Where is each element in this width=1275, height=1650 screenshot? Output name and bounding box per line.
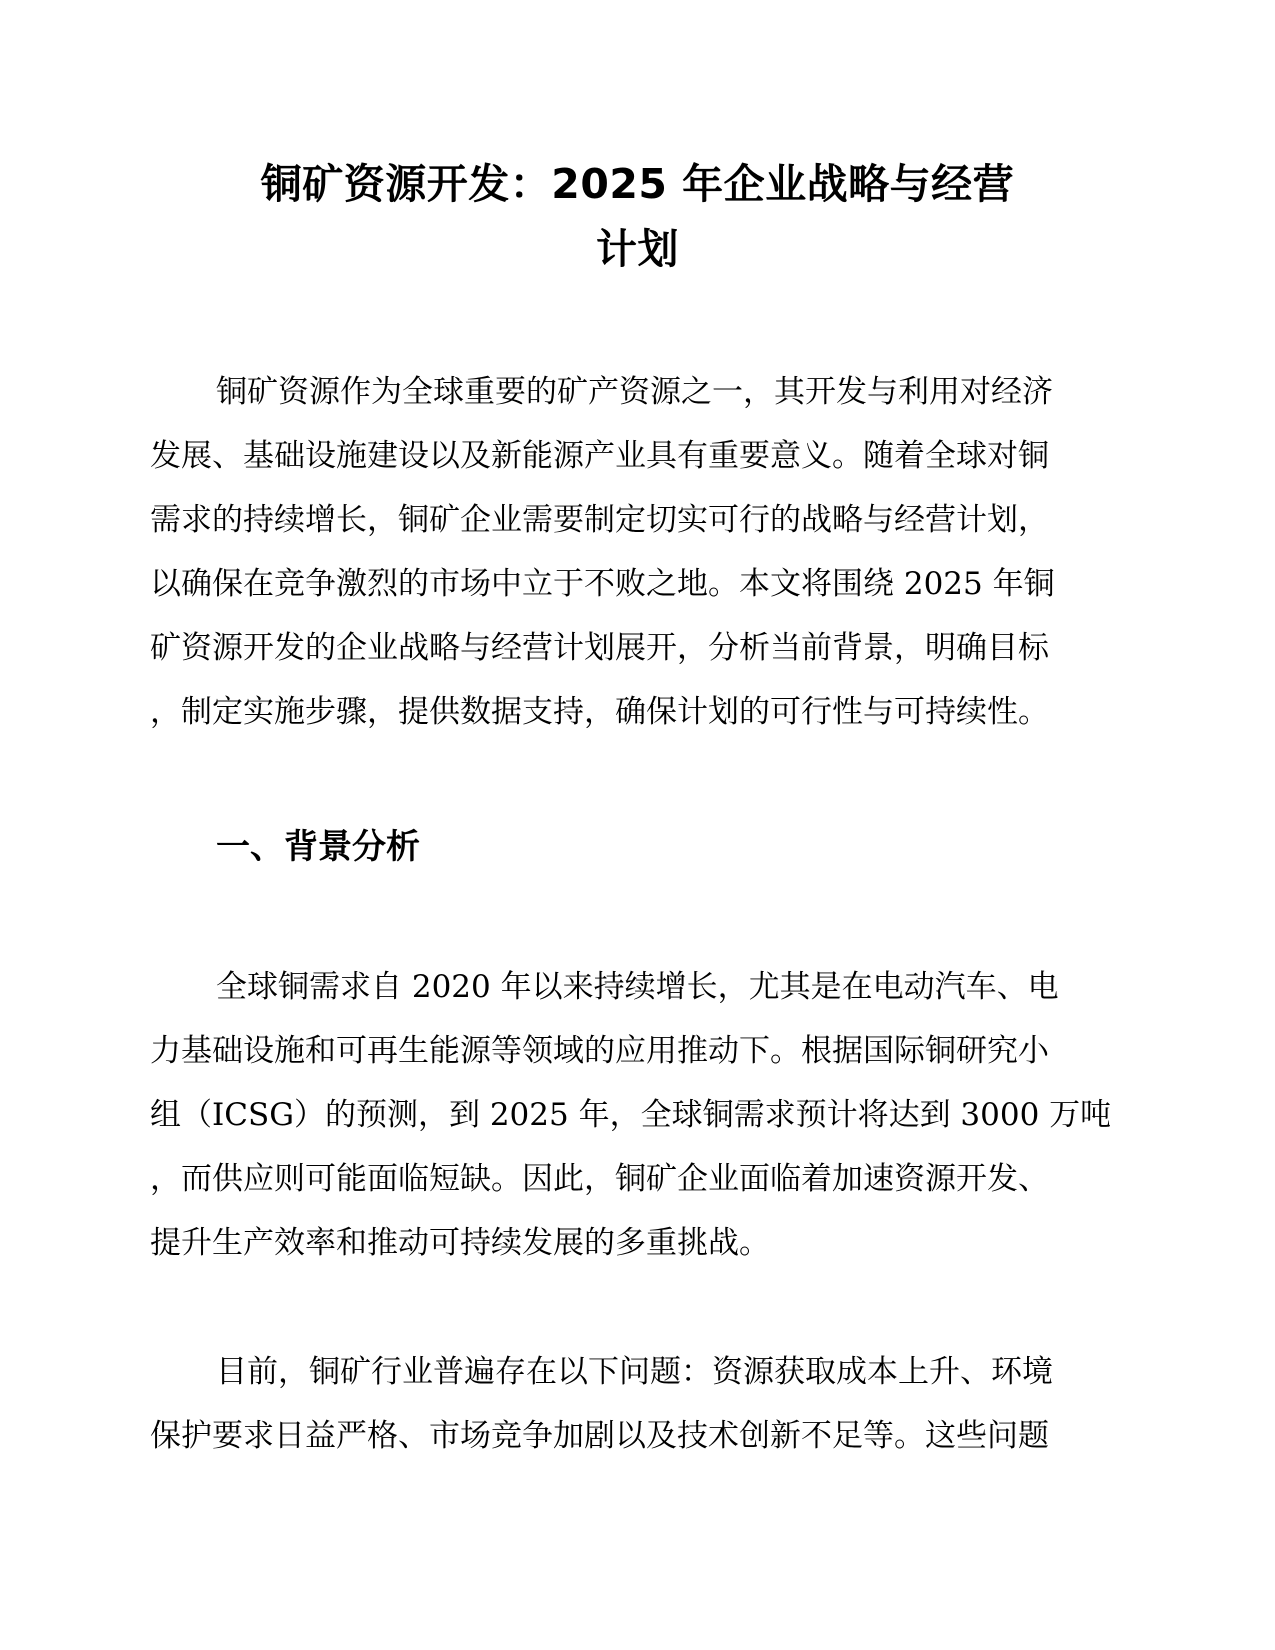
paragraph-line: ，制定实施步骤，提供数据支持，确保计划的可行性与可持续性。 xyxy=(150,694,1049,730)
paragraph-line: 保护要求日益严格、市场竞争加剧以及技术创新不足等。这些问题 xyxy=(150,1418,1049,1454)
paragraph-line: 全球铜需求自 2020 年以来持续增长，尤其是在电动汽车、电 xyxy=(216,969,1059,1005)
paragraph-line: 以确保在竞争激烈的市场中立于不败之地。本文将围绕 2025 年铜 xyxy=(150,566,1055,602)
paragraph-line: 铜矿资源作为全球重要的矿产资源之一，其开发与利用对经济 xyxy=(216,374,1053,410)
paragraph-line: 组（ICSG）的预测，到 2025 年，全球铜需求预计将达到 3000 万吨 xyxy=(150,1097,1112,1133)
intro-paragraph xyxy=(150,360,1125,744)
paragraph-line: ，而供应则可能面临短缺。因此，铜矿企业面临着加速资源开发、 xyxy=(150,1161,1049,1197)
paragraph-line: 矿资源开发的企业战略与经营计划展开，分析当前背景，明确目标 xyxy=(150,630,1049,666)
paragraph-line: 提升生产效率和推动可持续发展的多重挑战。 xyxy=(150,1225,770,1261)
document-title xyxy=(150,152,1125,282)
paragraph-line: 目前，铜矿行业普遍存在以下问题：资源获取成本上升、环境 xyxy=(216,1354,1053,1390)
title-line: 铜矿资源开发：2025 年企业战略与经营 xyxy=(260,160,1015,208)
paragraph-line: 需求的持续增长，铜矿企业需要制定切实可行的战略与经营计划， xyxy=(150,502,1049,538)
background-paragraph-2 xyxy=(150,1340,1125,1468)
title-line: 计划 xyxy=(596,225,679,273)
section-heading-background: 一、背景分析 xyxy=(216,827,420,867)
paragraph-line: 发展、基础设施建设以及新能源产业具有重要意义。随着全球对铜 xyxy=(150,438,1049,474)
paragraph-line: 力基础设施和可再生能源等领域的应用推动下。根据国际铜研究小 xyxy=(150,1033,1049,1069)
background-paragraph-1 xyxy=(150,955,1125,1275)
